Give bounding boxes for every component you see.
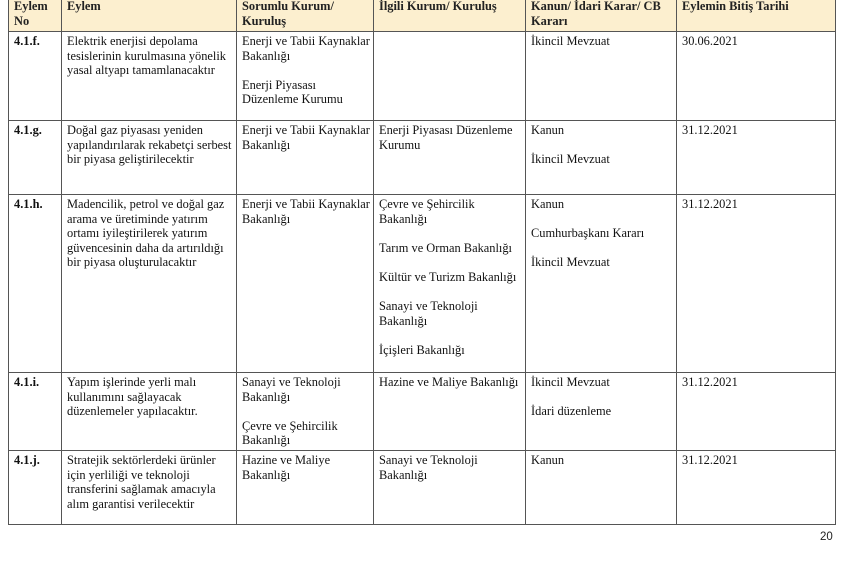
cell-eylem: Elektrik enerjisi depolama tesislerinin kurulmasına yönelik yasal altyapı tamamlanacaktır	[62, 32, 237, 121]
cell-eylem-no: 4.1.g.	[9, 121, 62, 195]
cell-sorumlu-kurum	[237, 121, 374, 195]
cell-kanun-karar	[526, 450, 677, 524]
entry: Tarım ve Orman Bakanlığı	[379, 240, 512, 255]
entry: Enerji Piyasası Düzenleme Kurumu	[379, 123, 513, 152]
cell-ilgili-kurum	[374, 121, 526, 195]
cell-kanun-karar	[526, 373, 677, 451]
cell-sorumlu-kurum	[237, 195, 374, 373]
cell-bitis-tarihi: 31.12.2021	[677, 450, 836, 524]
header-kanun-karar: Kanun/ İdari Karar/ CB Kararı	[526, 0, 677, 32]
header-sorumlu-kurum: Sorumlu Kurum/ Kuruluş	[237, 0, 374, 32]
cell-eylem-no: 4.1.h.	[9, 195, 62, 373]
cell-eylem: Yapım işlerinde yerli malı kullanımını sağlayacak düzenlemeler yapılacaktır.	[62, 373, 237, 451]
header-eylem-no: Eylem No	[9, 0, 62, 32]
cell-kanun-karar	[526, 195, 677, 373]
action-plan-table	[8, 0, 836, 525]
entry: Cumhurbaşkanı Kararı	[531, 226, 645, 241]
entry: Çevre ve Şehircilik Bakanlığı	[242, 418, 338, 448]
entry: Sanayi ve Teknoloji Bakanlığı	[242, 375, 341, 404]
entry: Sanayi ve Teknoloji Bakanlığı	[379, 452, 478, 482]
cell-bitis-tarihi: 31.12.2021	[677, 373, 836, 451]
entry: Kanun	[531, 452, 565, 467]
cell-eylem-no: 4.1.f.	[9, 32, 62, 121]
entry: İkincil Mevzuat	[531, 34, 610, 48]
cell-ilgili-kurum	[374, 32, 526, 121]
entry: Kanun	[531, 197, 565, 211]
entry: Hazine ve Maliye Bakanlığı	[379, 375, 519, 389]
entry: Sanayi ve Teknoloji Bakanlığı	[379, 299, 478, 328]
page-number: 20	[820, 531, 833, 543]
entry: İkincil Mevzuat	[531, 152, 610, 167]
cell-eylem: Doğal gaz piyasası yeniden yapılandırılarak rekabetçi serbest bir piyasa geliştirilecektir	[62, 121, 237, 195]
entry: Hazine ve Maliye Bakanlığı	[242, 452, 331, 482]
cell-ilgili-kurum	[374, 450, 526, 524]
cell-sorumlu-kurum	[237, 450, 374, 524]
cell-eylem: Stratejik sektörlerdeki ürünler için yerliliği ve teknoloji transferini sağlamak amacıyla alım garantisi verilecektir	[62, 450, 237, 524]
entry: Kanun	[531, 123, 565, 137]
entry: Çevre ve Şehircilik Bakanlığı	[379, 197, 475, 226]
cell-eylem-no: 4.1.j.	[9, 450, 62, 524]
cell-eylem-no: 4.1.i.	[9, 373, 62, 451]
cell-kanun-karar	[526, 121, 677, 195]
entry: İkincil Mevzuat	[531, 375, 610, 389]
entry: İdari düzenleme	[531, 404, 612, 419]
entry: Enerji ve Tabii Kaynaklar Bakanlığı	[242, 34, 370, 63]
table-row	[9, 373, 836, 451]
cell-bitis-tarihi: 30.06.2021	[677, 32, 836, 121]
cell-bitis-tarihi: 31.12.2021	[677, 121, 836, 195]
entry: İçişleri Bakanlığı	[379, 342, 465, 357]
table-row	[9, 450, 836, 524]
table-row	[9, 32, 836, 121]
cell-ilgili-kurum	[374, 195, 526, 373]
header-eylem: Eylem	[62, 0, 237, 32]
cell-bitis-tarihi: 31.12.2021	[677, 195, 836, 373]
cell-kanun-karar	[526, 32, 677, 121]
cell-sorumlu-kurum	[237, 32, 374, 121]
cell-eylem: Madencilik, petrol ve doğal gaz arama ve üretiminde yatırım ortamı iyileştirilerek yatırım güvencesinin daha da artırıldığı bir piyasa oluşturulacaktır	[62, 195, 237, 373]
header-ilgili-kurum: İlgili Kurum/ Kuruluş	[374, 0, 526, 32]
table-header-row	[9, 0, 836, 32]
entry: Enerji Piyasası Düzenleme Kurumu	[242, 77, 343, 107]
entry: İkincil Mevzuat	[531, 255, 610, 270]
header-bitis-tarihi: Eylemin Bitiş Tarihi	[677, 0, 836, 32]
entry: Enerji ve Tabii Kaynaklar Bakanlığı	[242, 197, 370, 226]
entry: Kültür ve Turizm Bakanlığı	[379, 269, 517, 284]
cell-ilgili-kurum	[374, 373, 526, 451]
entry: Enerji ve Tabii Kaynaklar Bakanlığı	[242, 123, 370, 152]
cell-sorumlu-kurum	[237, 373, 374, 451]
table-row	[9, 195, 836, 373]
table-row	[9, 121, 836, 195]
